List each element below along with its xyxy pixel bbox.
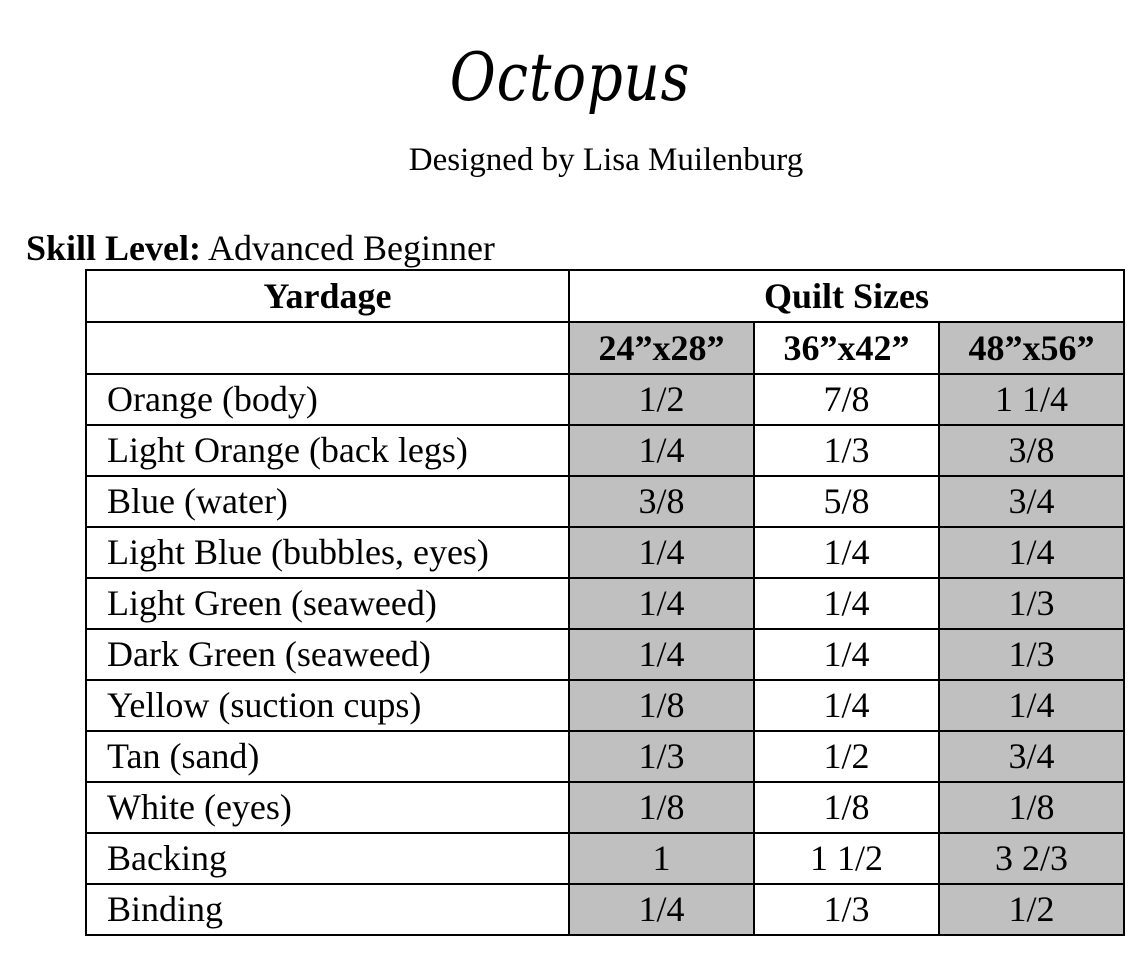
yardage-value: 5/8	[754, 476, 939, 527]
yardage-value: 1/2	[939, 884, 1124, 935]
yardage-value: 3/4	[939, 476, 1124, 527]
yardage-value: 1/4	[569, 578, 754, 629]
table-row	[86, 578, 1124, 629]
fabric-name: Light Orange (back legs)	[86, 425, 569, 476]
table-row	[86, 884, 1124, 935]
yardage-table	[85, 269, 1125, 936]
yardage-value: 1/4	[754, 578, 939, 629]
yardage-value: 1/4	[939, 680, 1124, 731]
fabric-name: Backing	[86, 833, 569, 884]
fabric-name: Tan (sand)	[86, 731, 569, 782]
yardage-value: 1/8	[939, 782, 1124, 833]
table-row	[86, 425, 1124, 476]
yardage-value: 1/2	[754, 731, 939, 782]
yardage-value: 3/4	[939, 731, 1124, 782]
table-row	[86, 833, 1124, 884]
fabric-name: Blue (water)	[86, 476, 569, 527]
fabric-name: Light Green (seaweed)	[86, 578, 569, 629]
yardage-value: 1/8	[754, 782, 939, 833]
yardage-value: 1/4	[754, 629, 939, 680]
yardage-value: 3 2/3	[939, 833, 1124, 884]
table-header-row	[86, 270, 1124, 322]
yardage-value: 1/4	[569, 527, 754, 578]
table-row	[86, 629, 1124, 680]
yardage-value: 1/2	[569, 374, 754, 425]
skill-level-label: Skill Level:	[26, 228, 202, 268]
skill-level-value: Advanced Beginner	[208, 228, 495, 268]
yardage-value: 1/4	[569, 884, 754, 935]
table-row	[86, 680, 1124, 731]
yardage-value: 1 1/4	[939, 374, 1124, 425]
quilt-sizes-header: Quilt Sizes	[569, 270, 1124, 322]
yardage-value: 3/8	[569, 476, 754, 527]
size-header-row	[86, 322, 1124, 374]
yardage-value: 1/3	[939, 578, 1124, 629]
yardage-value: 1/4	[569, 629, 754, 680]
yardage-value: 1/8	[569, 680, 754, 731]
designer-credit: Designed by Lisa Muilenburg	[408, 142, 804, 178]
yardage-value: 1/3	[569, 731, 754, 782]
table-row	[86, 374, 1124, 425]
fabric-name: Binding	[86, 884, 569, 935]
fabric-name: Dark Green (seaweed)	[86, 629, 569, 680]
size-header-small: 24”x28”	[569, 322, 754, 374]
size-header-medium: 36”x42”	[754, 322, 939, 374]
skill-level	[26, 226, 495, 270]
fabric-name: Yellow (suction cups)	[86, 680, 569, 731]
table-row	[86, 527, 1124, 578]
fabric-name: Light Blue (bubbles, eyes)	[86, 527, 569, 578]
yardage-value: 1/4	[754, 680, 939, 731]
table-row	[86, 476, 1124, 527]
fabric-name: White (eyes)	[86, 782, 569, 833]
yardage-value: 1 1/2	[754, 833, 939, 884]
blank-header-cell	[86, 322, 569, 374]
table-row	[86, 782, 1124, 833]
yardage-value: 1/3	[754, 884, 939, 935]
yardage-value: 7/8	[754, 374, 939, 425]
table-row	[86, 731, 1124, 782]
yardage-value: 1/8	[569, 782, 754, 833]
yardage-value: 1/3	[939, 629, 1124, 680]
fabric-name: Orange (body)	[86, 374, 569, 425]
yardage-value: 1/4	[939, 527, 1124, 578]
size-header-large: 48”x56”	[939, 322, 1124, 374]
yardage-value: 1/4	[569, 425, 754, 476]
yardage-header: Yardage	[86, 270, 569, 322]
pattern-title: Octopus	[449, 39, 691, 116]
yardage-value: 1/4	[754, 527, 939, 578]
yardage-value: 3/8	[939, 425, 1124, 476]
yardage-value: 1	[569, 833, 754, 884]
yardage-value: 1/3	[754, 425, 939, 476]
